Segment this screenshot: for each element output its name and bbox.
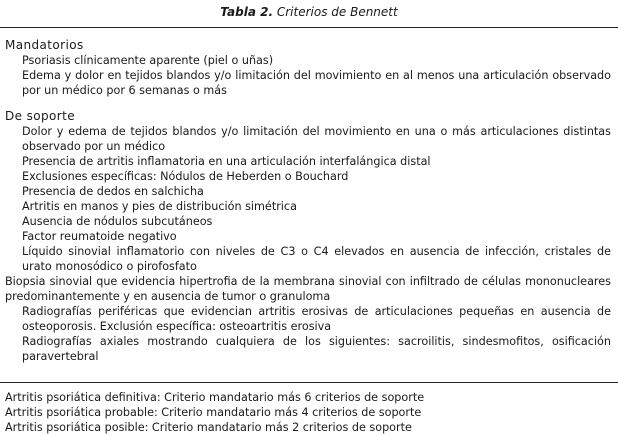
support-item: Líquido sinovial inflamatorio con niveles de C3 o C4 elevados en ausencia de infección, cristales de urato monosódico o pirofosfato — [22, 245, 611, 273]
table-caption — [0, 5, 618, 20]
support-item: Exclusiones específicas: Nódulos de Heberden o Bouchard — [22, 170, 349, 183]
support-item: Dolor y edema de tejidos blandos y/o limitación del movimiento en una o más articulaciones distintas observado por un médico — [22, 125, 611, 153]
support-item: Factor reumatoide negativo — [22, 230, 177, 243]
support-item: Presencia de artritis inflamatoria en una articulación interfalángica distal — [22, 155, 431, 168]
support-heading: De soporte — [5, 109, 76, 123]
support-item-biopsy: Biopsia sinovial que evidencia hipertrofia de la membrana sinovial con infiltrado de células mononucleares predominantemente y en ausencia de tumor o granuloma — [5, 275, 611, 303]
support-item: Artritis en manos y pies de distribución simétrica — [22, 200, 297, 213]
footer-line: Artritis psoriática definitiva: Criterio mandatario más 6 criterios de soporte — [5, 391, 425, 404]
support-item: Radiografías axiales mostrando cualquiera de los siguientes: sacroilitis, sindesmofitos, osificación paravertebral — [22, 335, 611, 363]
table-footer — [5, 390, 611, 435]
table-title: Criterios de Bennett — [276, 5, 398, 19]
support-item: Radiografías periféricas que evidencian artritis erosivas de articulaciones pequeñas en ausencia de osteoporosis. Exclusión específica: osteoartritis erosiva — [22, 305, 611, 333]
table-body — [5, 38, 611, 364]
table-label: Tabla 2. — [220, 5, 274, 19]
mandatory-item: Edema y dolor en tejidos blandos y/o limitación del movimiento en al menos una articulación observado por un médico por 6 semanas o más — [22, 69, 611, 97]
footer-line: Artritis psoriática probable: Criterio mandatario más 4 criterios de soporte — [5, 406, 422, 419]
bottom-rule — [0, 382, 618, 383]
support-item: Ausencia de nódulos subcutáneos — [22, 215, 213, 228]
mandatory-item: Psoriasis clínicamente aparente (piel o uñas) — [22, 54, 274, 67]
top-rule — [0, 27, 618, 28]
support-item: Presencia de dedos en salchicha — [22, 185, 204, 198]
footer-line: Artritis psoriática posible: Criterio mandatario más 2 criterios de soporte — [5, 421, 412, 434]
mandatory-heading: Mandatorios — [5, 38, 84, 52]
